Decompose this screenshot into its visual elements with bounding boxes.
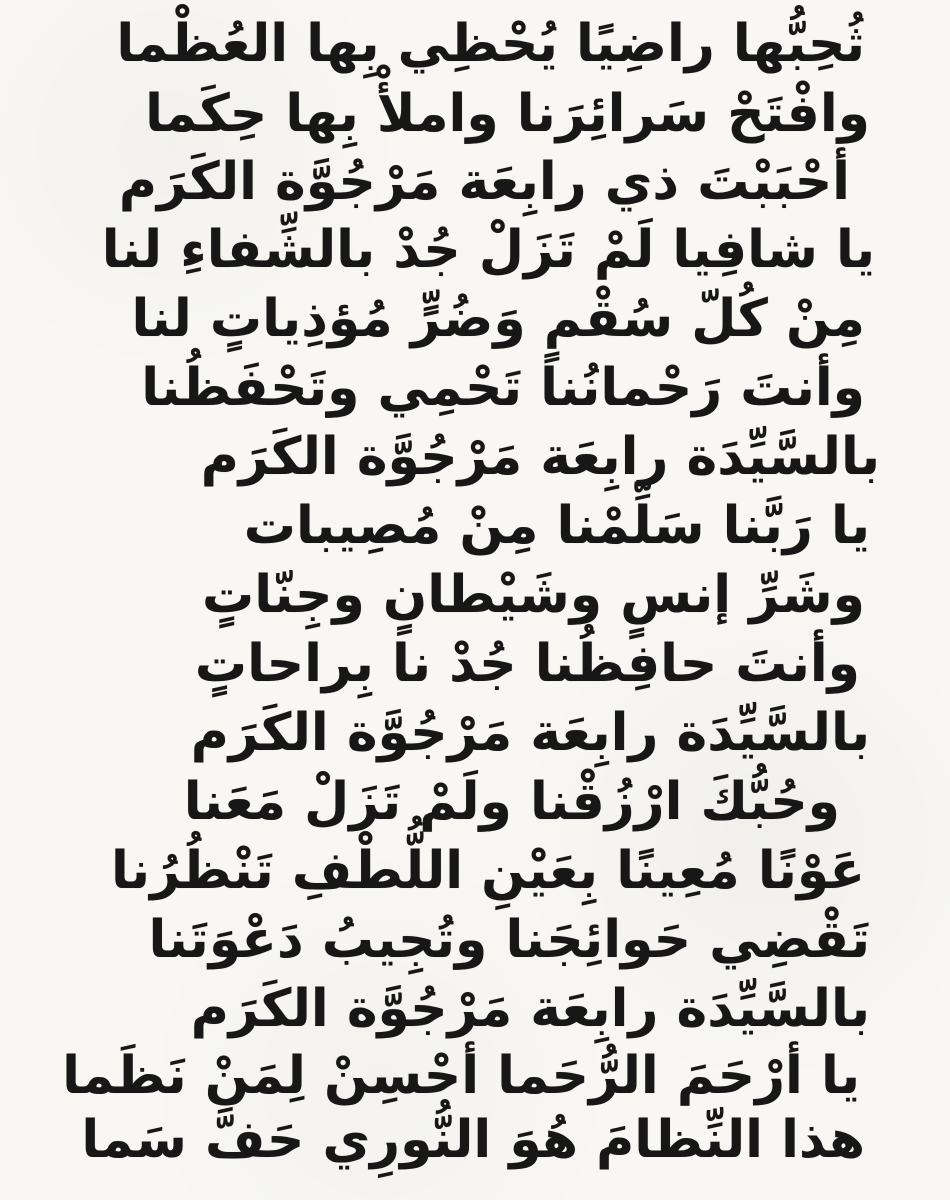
poem-line-8: يا رَبَّنا سَلِّمْنا مِنْ مُصِيبات [243, 496, 870, 556]
poem-line-1: ثُحِبُّها راضِيًا يُحْظِي بِها العُظْما [116, 14, 865, 74]
poem-line-14: تَقْضِي حَوائِجَنا وتُجِيبُ دَعْوَتَنا [148, 910, 870, 970]
poem-line-12: وحُبُّكَ ارْزُقْنا ولَمْ تَزَلْ مَعَنا [183, 772, 840, 832]
poem-line-5: مِنْ كُلّ سُقْمٍ وَضُرٍّ مُؤذِياتٍ لنا [131, 289, 865, 349]
poem-line-2: وافْتَحْ سَرائِرَنا واملأْ بِها حِكَما [145, 84, 870, 144]
poem-line-6: وأنتَ رَحْمانُنا تَحْمِي وتَحْفَظُنا [141, 358, 865, 418]
poem-line-13: عَوْنًا مُعِينًا بِعَيْنِ اللُّطْفِ تَنْظُرُنا [111, 841, 865, 901]
poem-line-16: يا أرْحَمَ الرُّحَما أحْسِنْ لِمَنْ نَظَما [62, 1046, 860, 1106]
poem-line-3: أحْبَبْتَ ذي رابِعَة مَرْجُوَّة الكَرَم [118, 152, 850, 212]
poem-line-11: بالسَّيِّدَة رابِعَة مَرْجُوَّة الكَرَم [190, 703, 870, 763]
poem-line-10: وأنتَ حافِظُنا جُدْ نا بِراحاتٍ [194, 634, 860, 694]
poem-line-4: يا شافِيا لَمْ تَزَلْ جُدْ بالشِّفاءِ لنا [101, 220, 875, 280]
poem-line-17: هذا النِّظامَ هُوَ النُّورِي حَفَّ سَما [81, 1110, 865, 1170]
poem-line-9: وشَرِّ إنسٍ وشَيْطانٍ وجِنّاتٍ [201, 565, 865, 625]
poem-line-15: بالسَّيِّدَة رابِعَة مَرْجُوَّة الكَرَم [190, 979, 870, 1039]
poem-line-7: بالسَّيِّدَة رابِعَة مَرْجُوَّة الكَرَم [200, 427, 880, 487]
